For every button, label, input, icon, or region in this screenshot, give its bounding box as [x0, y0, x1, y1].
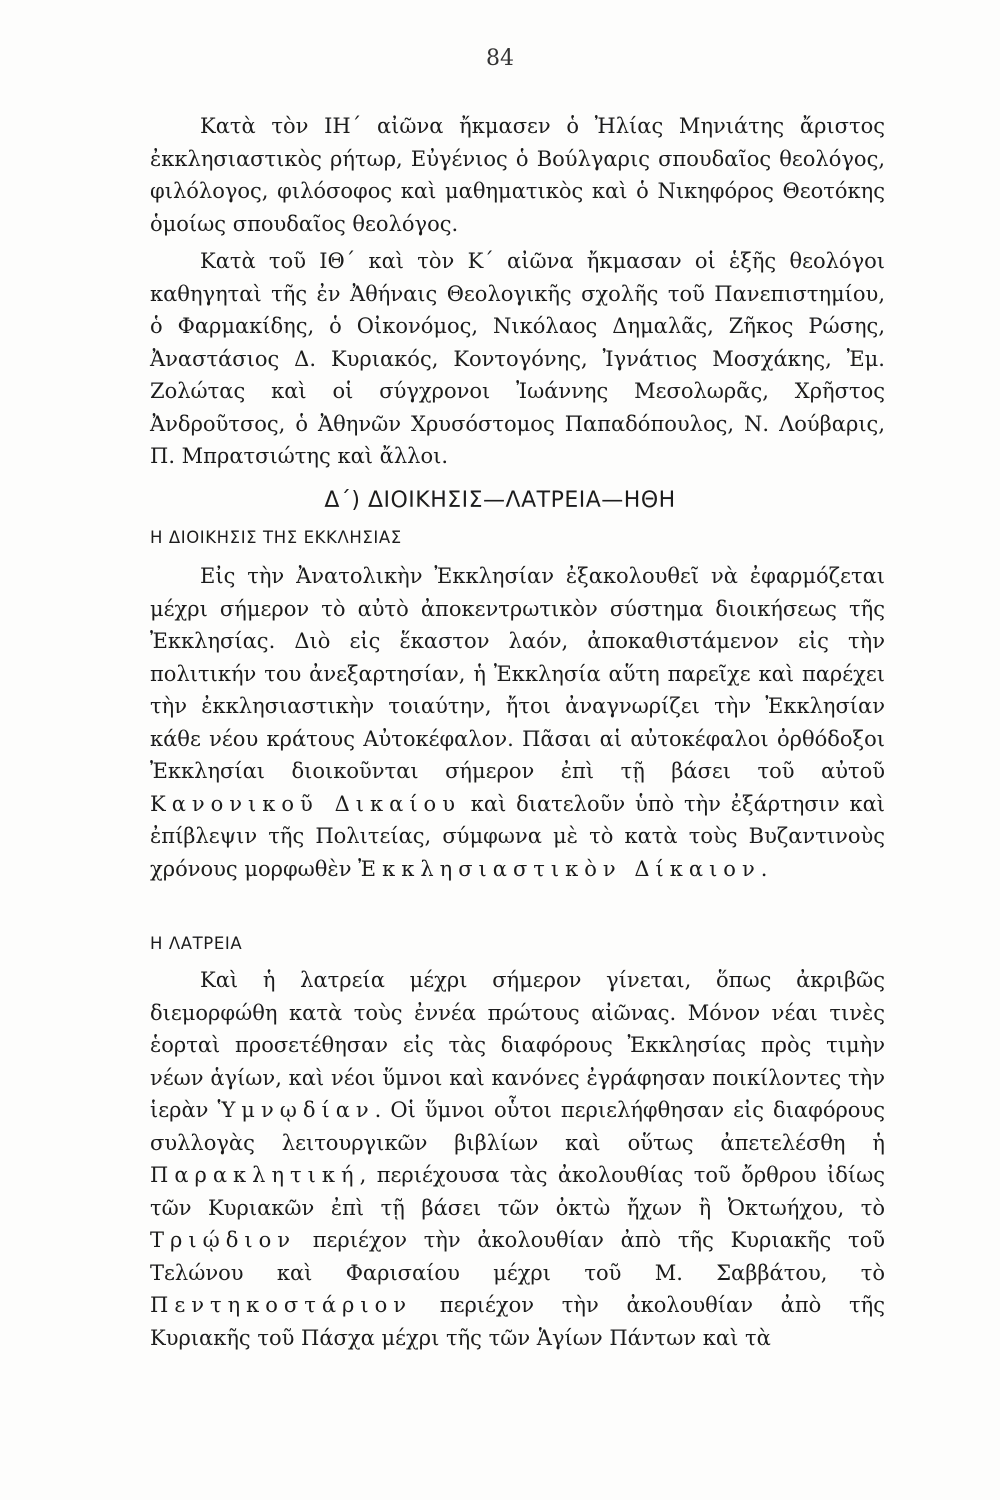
- page-number: 84: [486, 46, 514, 71]
- spaced-term: Ἐκκλησιαστικὸν Δίκαιον: [358, 856, 761, 881]
- text-run: περιέχον τὴν ἀκολουθίαν ἀπὸ τῆς Κυριακῆς τοῦ Τελώνου καὶ Φαρισαίου μέχρι τοῦ Μ. Σαββάτου, τὸ: [150, 1228, 885, 1285]
- text-run: Καὶ ἡ λατρεία μέχρι σήμερον γίνεται, ὅπως ἀκριβῶς διεμορφώθη κατὰ τοὺς ἐννέα πρώτους αἰῶνας. Μόνον νέαι τινὲς ἑορταὶ προσετέθησαν εἰς τὰς διαφόρους Ἐκκλησίας πρὸς τιμὴν νέων ἁγίων, καὶ νέοι ὕμνοι καὶ κανόνες ἐγράφησαν ποικίλοντες τὴν ἱερὰν: [150, 968, 885, 1122]
- paragraph-18th-century: [150, 110, 885, 240]
- text-run: Εἰς τὴν Ἀνατολικὴν Ἐκκλησίαν ἐξακολουθεῖ νὰ ἐφαρμόζεται μέχρι σήμερον τὸ αὐτὸ ἀποκεντρωτικὸν σύστημα διοικήσεως τῆς Ἐκκλησίας. Διὸ εἰς ἕκαστον λαόν, ἀποκαθιστάμενον εἰς τὴν πολιτικήν του ἀνεξαρτησίαν, ἡ Ἐκκλησία αὕτη παρεῖχε καὶ παρέχει τὴν ἐκκλησιαστικὴν τοιαύτην, ἤτοι ἀναγνωρίζει τὴν Ἐκκλησίαν κάθε νέου κράτους Αὐτοκέφαλον. Πᾶσαι αἱ αὐτοκέφαλοι ὀρθόδοξοι Ἐκκλησίαι διοικοῦνται σήμερον ἐπὶ τῇ βάσει τοῦ αὐτοῦ: [150, 564, 885, 783]
- paragraph-text: [150, 964, 885, 1354]
- text-run: , περιέχουσα τὰς ἀκολουθίας τοῦ ὄρθρου ἰδίως τῶν Κυριακῶν ἐπὶ τῇ βάσει τῶν ὀκτὼ ἤχων ἢ Ὀκτωήχου, τὸ: [150, 1163, 885, 1220]
- spaced-term: Πεντηκοστάριον: [150, 1293, 413, 1317]
- spaced-term: Ὑμνῳδίαν: [217, 1098, 375, 1122]
- text-run: περιέχον τὴν ἀκολουθίαν ἀπὸ τῆς Κυριακῆς τοῦ Πάσχα μέχρι τῆς τῶν Ἁγίων Πάντων καὶ τὰ: [150, 1293, 885, 1350]
- subheading-administration: Η ΔΙΟΙΚΗΣΙΣ ΤΗΣ ΕΚΚΛΗΣΙΑΣ: [150, 528, 402, 547]
- paragraph-text: Κατὰ τὸν ΙΗ΄ αἰῶνα ἤκμασεν ὁ Ἠλίας Μηνιάτης ἄριστος ἐκκλησιαστικὸς ρήτωρ, Εὐγένιος ὁ Βούλγαρις σπουδαῖος θεολόγος, φιλόλογος, φιλόσοφος καὶ μαθηματικὸς καὶ ὁ Νικηφόρος Θεοτόκης ὁμοίως σπουδαῖος θεολόγος.: [150, 114, 885, 236]
- subheading-worship: Η ΛΑΤΡΕΙΑ: [150, 934, 243, 953]
- paragraph-19th-20th-century: [150, 245, 885, 473]
- text-run: καὶ διατελοῦν ὑπὸ τὴν ἐξάρτησιν καὶ ἐπίβλεψιν τῆς Πολιτείας, σύμφωνα μὲ τὸ κατὰ τοὺς Βυζαντινοὺς χρόνους μορφωθὲν: [150, 791, 885, 881]
- text-run: . Οἱ ὕμνοι οὗτοι περιελήφθησαν εἰς διαφόρους συλλογὰς λειτουργικῶν βιβλίων καὶ οὕτως ἀπετελέσθη ἡ: [150, 1098, 885, 1155]
- paragraph-text: [150, 560, 885, 885]
- paragraph-text: Κατὰ τοῦ ΙΘ΄ καὶ τὸν Κ΄ αἰῶνα ἤκμασαν οἱ ἑξῆς θεολόγοι καθηγηταὶ τῆς ἐν Ἀθήναις Θεολογικῆς σχολῆς τοῦ Πανεπιστημίου, ὁ Φαρμακίδης, ὁ Οἰκονόμος, Νικόλαος Δημαλᾶς, Ζῆκος Ρώσης, Ἀναστάσιος Δ. Κυριακός, Κοντογόνης, Ἰγνάτιος Μοσχάκης, Ἐμ. Ζολώτας καὶ οἱ σύγχρονοι Ἰωάννης Μεσολωρᾶς, Χρῆστος Ἀνδροῦτσος, ὁ Ἀθηνῶν Χρυσόστομος Παπαδόπουλος, Ν. Λούβαρις, Π. Μπρατσιώτης καὶ ἄλλοι.: [150, 249, 885, 468]
- text-run: .: [760, 856, 768, 881]
- spaced-term: Παρακλητική: [150, 1163, 360, 1187]
- paragraph-worship: [150, 964, 885, 1354]
- section-heading: Δ΄) ΔΙΟΙΚΗΣΙΣ—ΛΑΤΡΕΙΑ—ΗΘΗ: [324, 488, 676, 513]
- paragraph-administration: [150, 560, 885, 885]
- spaced-term: Τριῴδιον: [150, 1228, 296, 1252]
- spaced-term: Κανονικοῦ Δικαίου: [150, 791, 461, 816]
